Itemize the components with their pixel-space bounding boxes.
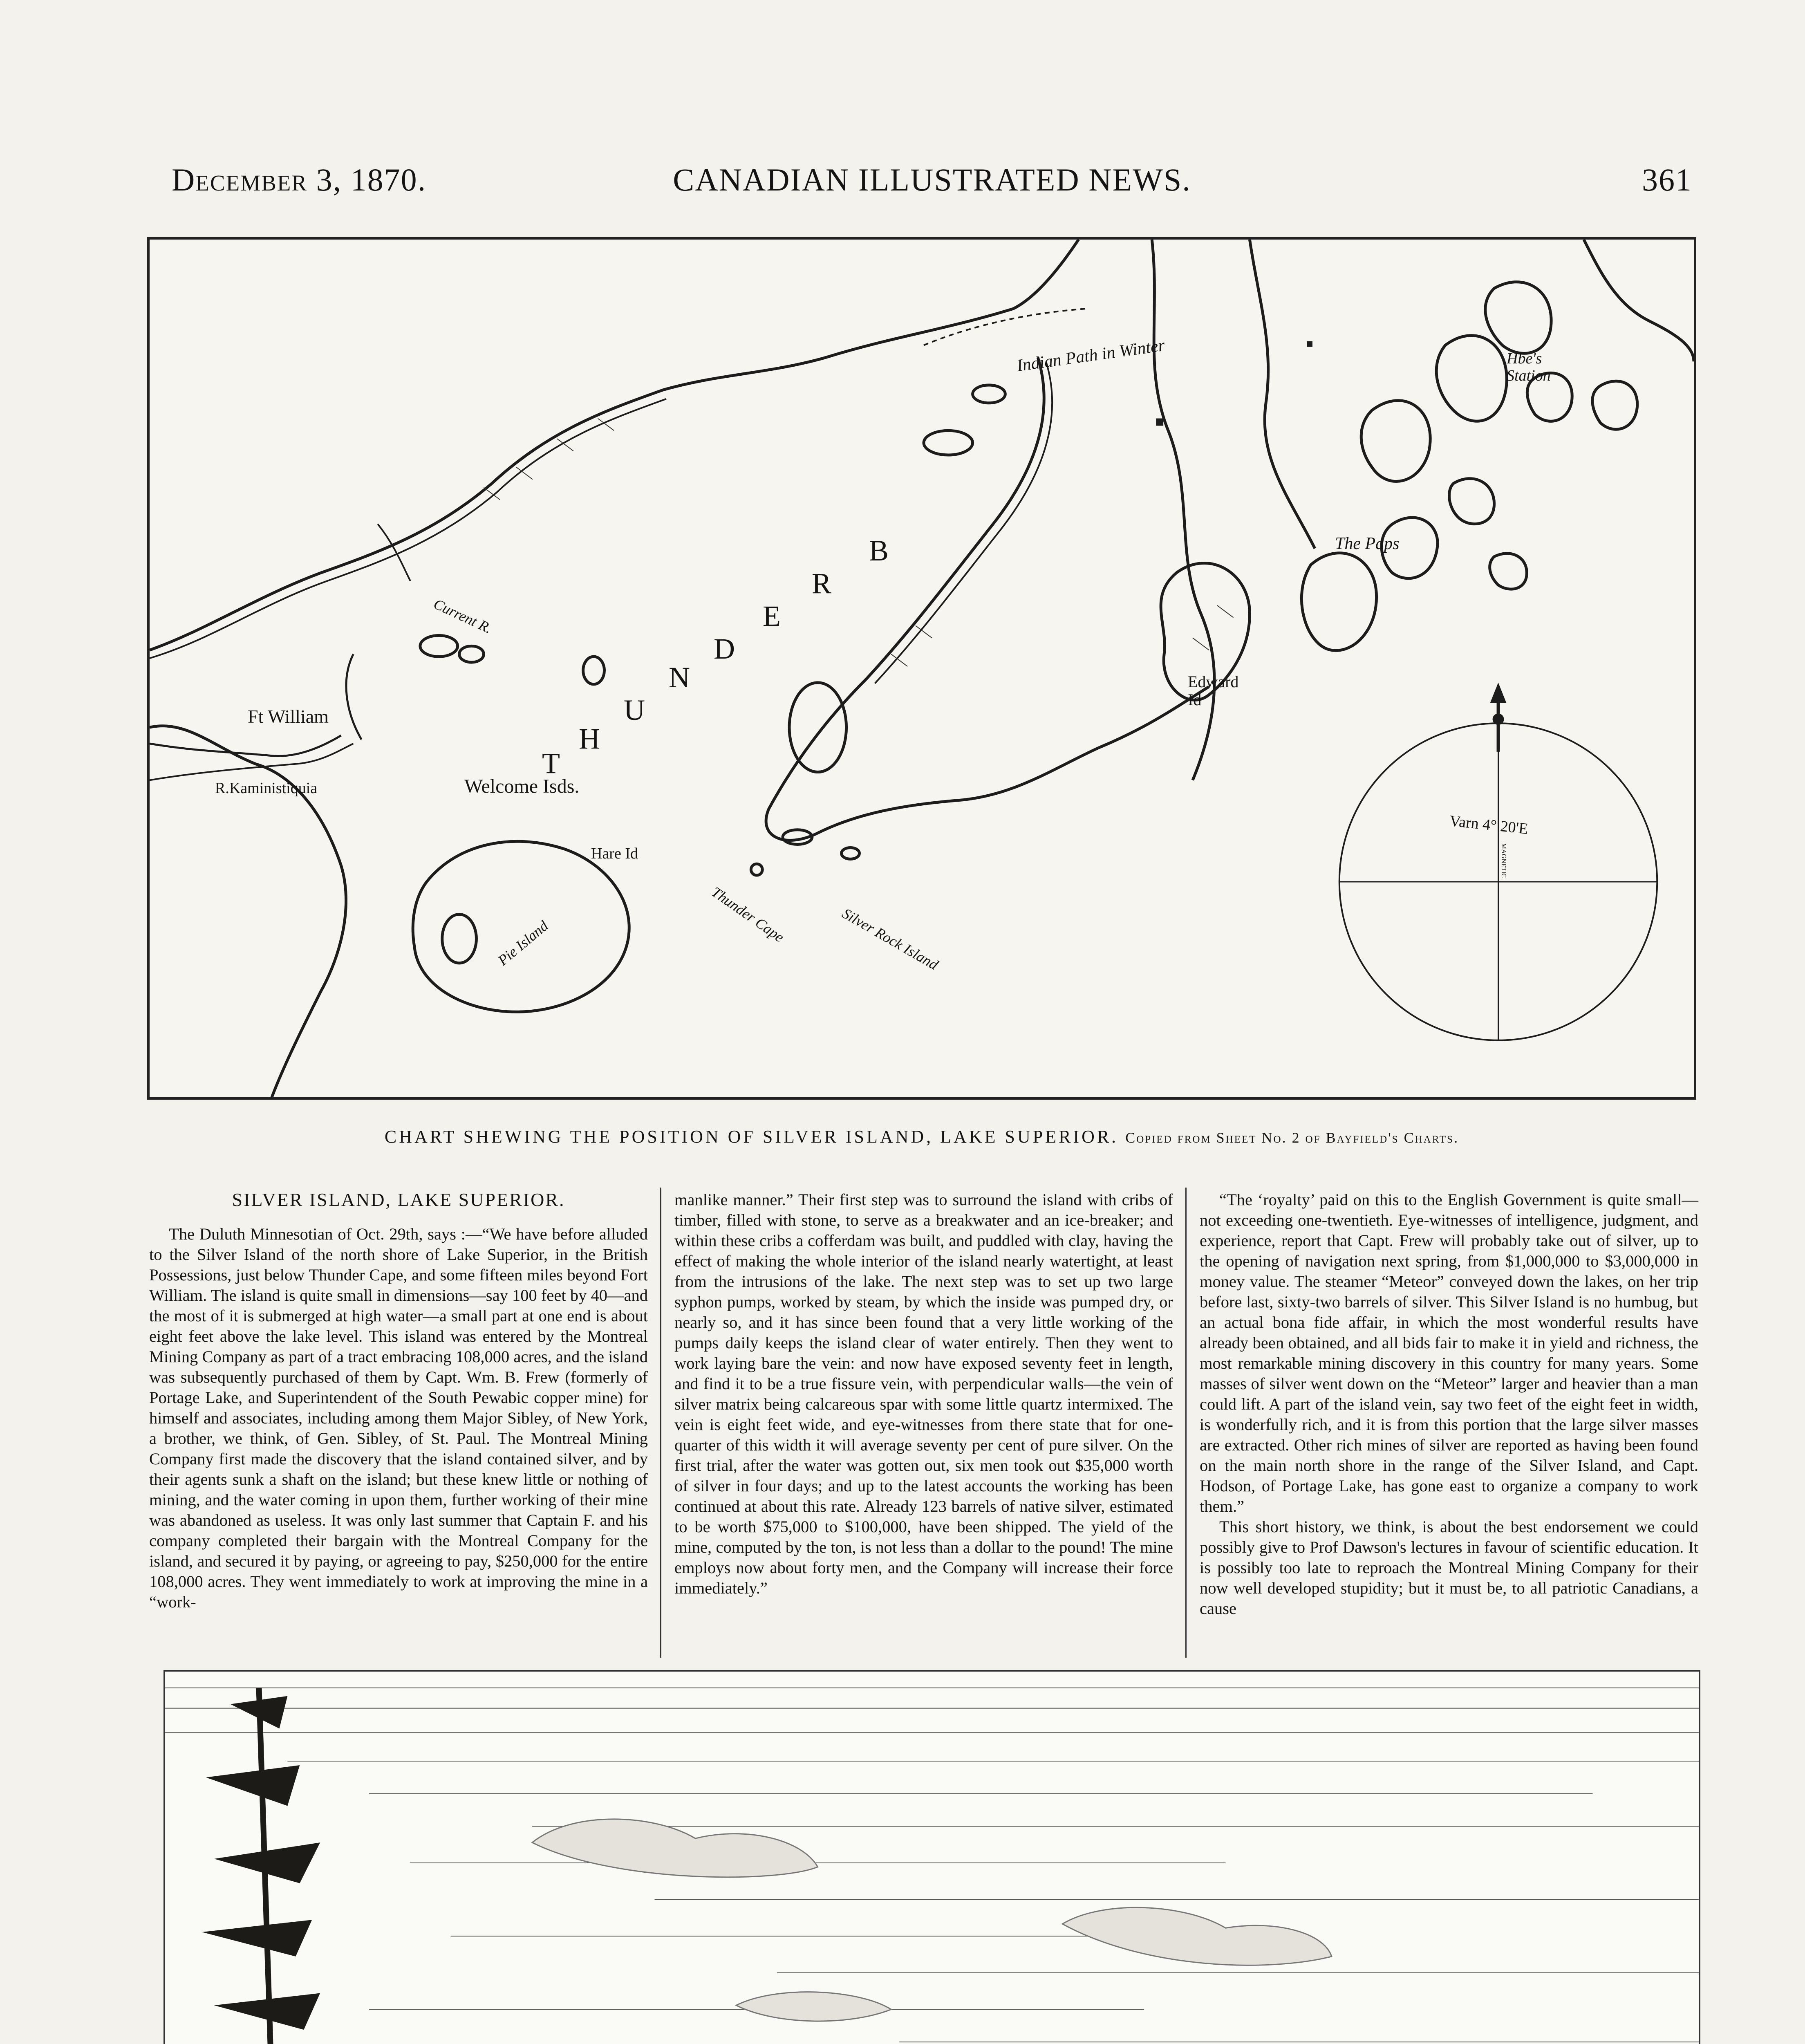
silver-island-engraving (163, 1670, 1700, 2044)
article-paragraph: This short history, we think, is about the best endorsement we could possibly give to Prof Dawson's lectures in favour of scientific education. It is possibly too late to reproach the Montreal Mining Company for their now well developed stupidity; but it must be, to all patriotic Canadians, a cause (1200, 1517, 1698, 1618)
thunder-bay-letter: D (714, 632, 737, 665)
article-paragraph: The Duluth Minnesotian of Oct. 29th, says :—“We have before alluded to the Silver Island of the north shore of Lake Superior, in the British Possessions, just below Thunder Cape, and some fifteen miles beyond Fort William. The island is quite small in dimensions—say 100 feet by 40—and the most of it is submerged at high water—a small part at one end is about eight feet above the lake level. This island was entered by the Montreal Mining Company as part of a tract embracing 108,000 acres, and the island was subsequently purchased of them by Capt. Wm. B. Frew (formerly of Portage Lake, and Superintendent of the South Pewabic copper mine) for himself and associates, including among them Major Sibley, of New York, a brother, we think, of Gen. Sibley, of St. Paul. The Montreal Mining Company first made the discovery that the island contained silver, and by their agents sunk a shaft on the island; but these knew little or nothing of mining, and the water coming in upon them, further working of their mine was abandoned as useless. It was only last summer that Captain F. and his company completed their bargain with the Montreal Company for the island, and secured it by paying, or agreeing to pay, $250,000 for the entire 108,000 acres. They went immediately to work at improving the mine in a “work- (149, 1225, 648, 1611)
map-label-fort-william: Ft William (248, 706, 329, 727)
map-label-silver-rock-island: Silver Rock Island (839, 905, 941, 973)
page-number: 361 (1642, 162, 1692, 197)
article-paragraph: manlike manner.” Their first step was to surround the island with cribs of timber, filled with stone, to serve as a breakwater and an ice-breaker; and within these cribs a cofferdam was built, and puddled with clay, having the effect of making the whole interior of the island nearly watertight, at least from the intrusions of the lake. The next step was to set up two large syphon pumps, worked by steam, by which the inside was pumped dry, or nearly so, and it has since been found that a very little working of the pumps daily keeps the island clear of water entirely. Then they went to work laying bare the vein: and now have exposed seventy feet in length, and find it to be a true fissure vein, with perpendicular walls—the vein of silver matrix being calcareous spar with some little quartz intermixed. The vein is eight feet wide, and eye-witnesses from there state that for one-quarter of this width it will average seventy per cent of pure silver. On the first trial, after the water was gotten out, six men took out $35,000 worth of silver in four days; and up to the latest accounts the working has been continued at about this rate. Already 123 barrels of native silver, estimated to be worth $75,000 to $100,000, have been shipped. The yield of the mine, computed by the ton, is not less than a dollar to the pound! The mine employs now about forty men, and the Company will increase their force immediately.” (674, 1190, 1173, 1597)
column-divider (1185, 1188, 1187, 1658)
chart-coastline-drawing (150, 240, 1694, 1097)
thunder-bay-letter: R (812, 567, 833, 600)
map-label-welcome-islands: Welcome Isds. (464, 775, 580, 797)
silver-island-chart (147, 237, 1696, 1100)
map-caption (147, 1126, 1696, 1147)
thunder-bay-letter: B (869, 534, 891, 567)
article-heading: SILVER ISLAND, LAKE SUPERIOR. (232, 1189, 565, 1210)
map-label-pie-island: Pie Island (495, 917, 551, 969)
page-header (172, 161, 1692, 211)
article-column-3 (1200, 1190, 1698, 1619)
thunder-bay-letter: H (579, 722, 602, 755)
article-paragraph: “The ‘royalty’ paid on this to the English Government is quite small—not exceeding one-twentieth. Eye-witnesses of intelligence, judgment, and experience, report that Capt. Frew will probably take out of silver, up to the opening of navigation next spring, from $1,000,000 to $3,000,000 in money value. The steamer “Meteor” conveyed down the lakes, on her trip before last, sixty-two barrels of silver. This Silver Island is no humbug, but an actual bona fide affair, in which the most wonderful results have already been obtained, and all bids fair to make it in yield and richness, the most remarkable mining discovery in this country for many years. Some masses of silver went down on the “Meteor” larger and heavier than a man could lift. A part of the island vein, say two feet of the eight feet in width, is wonderfully rich, and it is from this portion that the large silver masses are extracted. Other rich mines of silver are reported as having been found on the main north shore in the range of the Silver Island, and Capt. Hodson, of Portage Lake, has gone east to organize a company to work them.” (1200, 1190, 1698, 1515)
engraving-scene-drawing (165, 1672, 1699, 2044)
map-label-the-paps: The Paps (1335, 534, 1400, 553)
map-label-station: Hbe's Station (1507, 350, 1551, 384)
thunder-bay-letter: U (624, 694, 647, 726)
map-label-indian-path: Indian Path in Winter (1015, 336, 1166, 376)
map-label-river-kaministiquia: R.Kaministiquia (215, 780, 318, 797)
article-column-1 (149, 1190, 648, 1612)
map-label-edward-island: Edward Id (1188, 672, 1239, 709)
column-divider (660, 1188, 661, 1658)
map-label-current-river: Current R. (431, 595, 495, 637)
thunder-bay-letter: E (763, 600, 782, 632)
map-caption-source: Copied from Sheet No. 2 of Bayfield's Charts. (1125, 1130, 1459, 1146)
thunder-bay-letter: T (542, 747, 562, 780)
map-label-compass-variation: Varn 4° 20'E (1449, 812, 1529, 838)
map-label-thunder-cape: Thunder Cape (708, 883, 787, 946)
thunder-bay-letter: N (669, 661, 692, 694)
issue-date: December 3, 1870. (172, 162, 427, 197)
article-column-2 (674, 1190, 1173, 1598)
map-label-compass-inner: MAGNETIC (1500, 843, 1507, 878)
map-caption-title: CHART SHEWING THE POSITION OF SILVER ISLAND, LAKE SUPERIOR. (384, 1127, 1119, 1147)
map-label-hare-island: Hare Id (591, 845, 638, 862)
publication-title: CANADIAN ILLUSTRATED NEWS. (673, 162, 1191, 197)
